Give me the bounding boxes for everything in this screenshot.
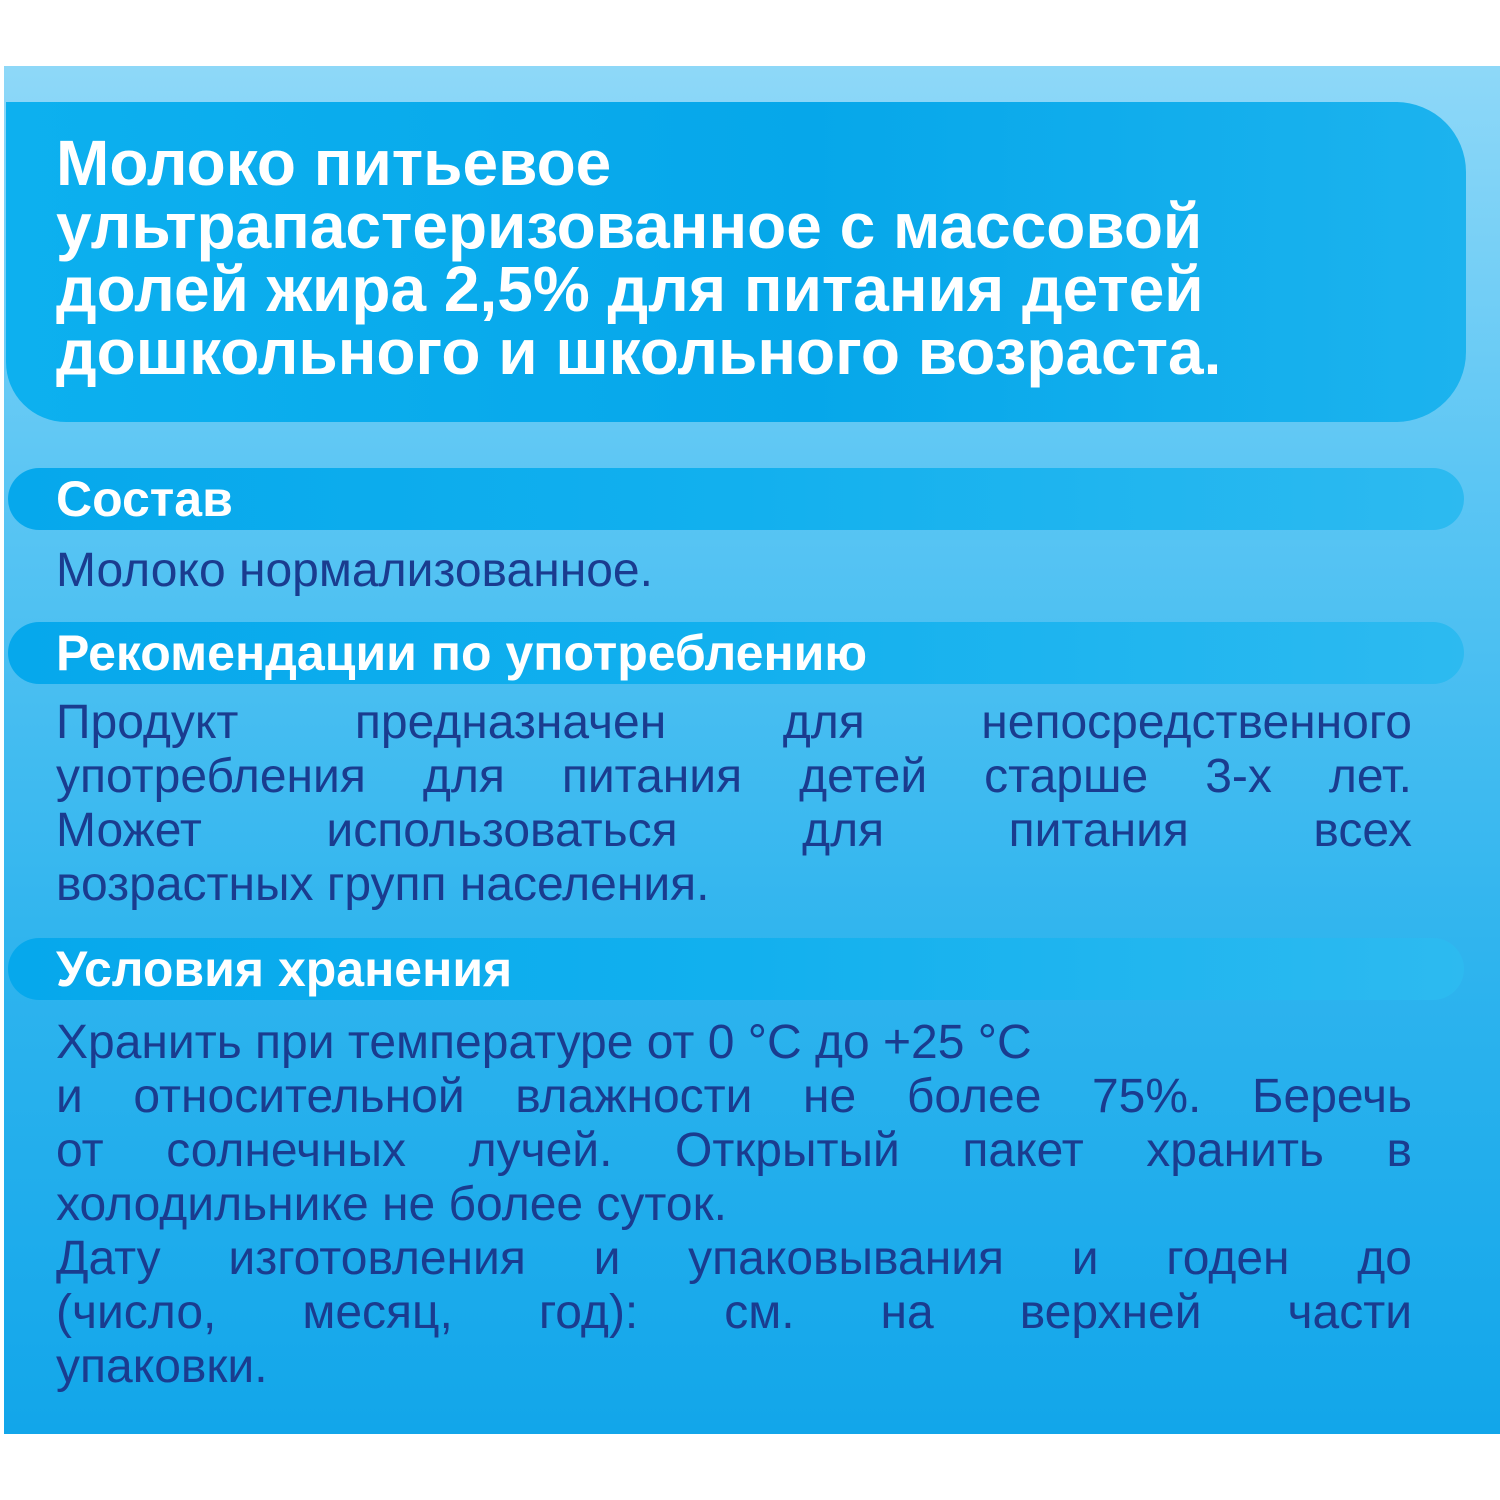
storage-line: упаковки. xyxy=(56,1340,268,1393)
recommendations-heading: Рекомендации по употреблению xyxy=(56,625,868,681)
storage-line: Дату изготовления и упаковывания и годен до xyxy=(56,1232,1412,1285)
recommendations-line: возрастных групп населения. xyxy=(56,858,710,911)
storage-line: (число, месяц, год): см. на верхней части xyxy=(56,1286,1412,1339)
storage-line: Хранить при температуре от 0 °С до +25 °С xyxy=(56,1016,1032,1069)
composition-line: Молоко нормализованное. xyxy=(56,544,653,597)
recommendations-line: Может использоваться для питания всех xyxy=(56,804,1412,857)
storage-line: от солнечных лучей. Открытый пакет хранить в xyxy=(56,1124,1412,1177)
recommendations-text xyxy=(56,696,1412,912)
composition-heading: Состав xyxy=(56,471,233,527)
recommendations-line: употребления для питания детей старше 3-х лет. xyxy=(56,750,1412,803)
storage-line: холодильнике не более суток. xyxy=(56,1178,727,1231)
title-line: дошкольного и школьного возраста. xyxy=(56,316,1222,388)
product-title xyxy=(56,127,1476,388)
storage-line: и относительной влажности не более 75%. Беречь xyxy=(56,1070,1412,1123)
recommendations-line: Продукт предназначен для непосредственного xyxy=(56,696,1412,749)
composition-text xyxy=(56,544,1412,598)
storage-text xyxy=(56,1016,1412,1394)
storage-heading: Условия хранения xyxy=(56,941,513,997)
title-line: ультрапастеризованное с массовой xyxy=(56,190,1203,262)
product-info-panel xyxy=(4,66,1500,1434)
title-line: долей жира 2,5% для питания детей xyxy=(56,253,1204,325)
title-line: Молоко питьевое xyxy=(56,127,612,199)
